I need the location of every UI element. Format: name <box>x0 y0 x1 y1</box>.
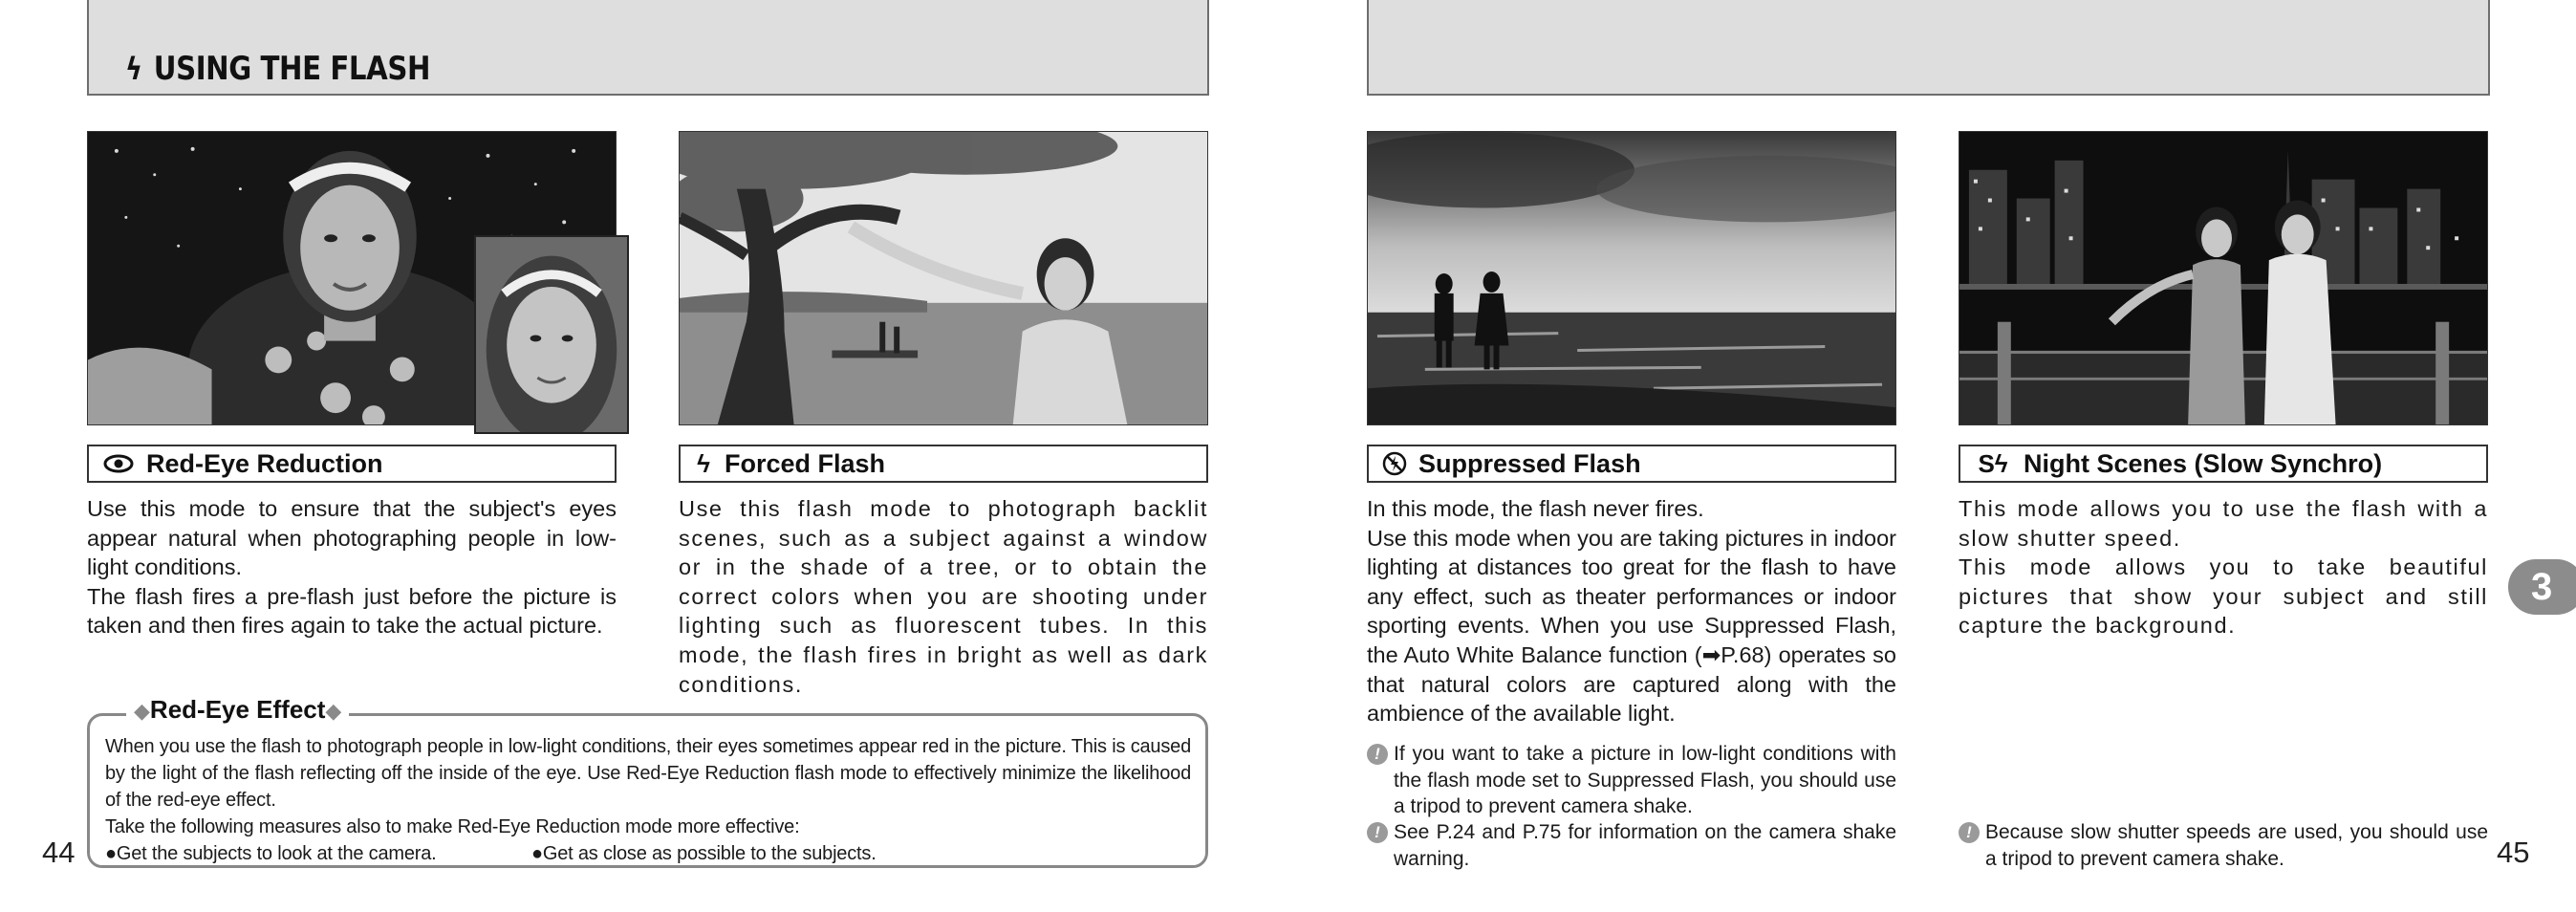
slow-sync-flash-icon: Sϟ <box>1978 448 2008 478</box>
diamond-icon: ◆ <box>134 699 150 723</box>
red-eye-description: Use this mode to ensure that the subject's eyes appear natural when photographing people in low-light conditions. The flash fires a pre-flash just before the picture is taken and then fires again to take the actual picture. <box>87 496 617 639</box>
suppressed-flash-note-1: ! If you want to take a picture in low-light conditions with the flash mode set to Suppressed Flash, you should use a tripod to prevent camera shake. <box>1367 741 1896 820</box>
forced-flash-description: Use this flash mode to photograph backlit scenes, such as a subject against a window or in the shade of a tree, or to obtain the correct colors when you are shooting under lighting such as fluorescent tubes. In this mode, the flash fires in bright as well as dark conditions. <box>679 496 1208 697</box>
photo-night-scene <box>1959 131 2488 425</box>
right-header-band <box>1367 0 2490 96</box>
red-eye-effect-box <box>87 695 1208 868</box>
red-eye-effect-text: When you use the flash to photograph people in low-light conditions, their eyes sometimes appear red in the picture. This is caused by the light of the flash reflecting off the inside of the eye. Use Red-Eye Reduction flash mode to effectively minimize the likelihood of the red-eye effect. Take the following measures also to make Red-Eye Reduction mode more effective: ●Get the subjects to look at the camera. ●Get as close as possible to the subjects. <box>105 733 1191 867</box>
bullet-icon: ● <box>105 843 117 864</box>
flash-bolt-icon: ϟ <box>697 448 710 478</box>
diamond-icon: ◆ <box>325 699 342 723</box>
red-eye-tips <box>105 840 1191 867</box>
photo-red-eye-inset <box>474 235 629 434</box>
caution-icon: ! <box>1959 822 1980 843</box>
night-scenes-note: ! Because slow shutter speeds are used, you should use a tripod to prevent camera shake. <box>1959 819 2488 872</box>
flash-bolt-icon: ϟ <box>125 51 142 87</box>
red-eye-effect-title: ◆Red-Eye Effect◆ <box>126 695 349 725</box>
caution-icon: ! <box>1367 744 1388 765</box>
mode-label-suppressed-flash: Suppressed Flash <box>1367 445 1896 483</box>
mode-label-forced-flash: ϟ Forced Flash <box>679 445 1208 483</box>
photo-forced-flash <box>679 131 1208 425</box>
list-item: ●Get as close as possible to the subjects. <box>531 840 877 867</box>
mode-label-red-eye: Red-Eye Reduction <box>87 445 617 483</box>
chapter-tab: 3 <box>2508 559 2576 615</box>
photo-suppressed-flash <box>1367 131 1896 425</box>
section-title: ϟ USING THE FLASH <box>125 50 430 88</box>
flash-off-icon <box>1380 451 1409 476</box>
suppressed-flash-description: In this mode, the flash never fires. Use this mode when you are taking pictures in indoor lighting at distances too great for the flash to have any effect, such as theater performances or indoor sporting events. When you use Suppressed Flash, the Auto White Balance function (➡P.68) operates so that natural colors are captured along with the ambience of the available light. <box>1367 496 1896 727</box>
caution-icon: ! <box>1367 822 1388 843</box>
page-number-left: 44 <box>42 836 76 869</box>
eye-icon <box>100 454 137 473</box>
suppressed-flash-note-2: ! See P.24 and P.75 for information on the camera shake warning. <box>1367 819 1896 872</box>
page-number-right: 45 <box>2497 836 2530 869</box>
mode-label-night-scenes: Sϟ Night Scenes (Slow Synchro) <box>1959 445 2488 483</box>
left-header-band <box>87 0 1209 96</box>
night-scenes-description: This mode allows you to use the flash with a slow shutter speed. This mode allows you to take beautiful pictures that show your subject and still capture the background. <box>1959 496 2488 639</box>
list-item: ●Get the subjects to look at the camera. <box>105 840 531 867</box>
bullet-icon: ● <box>531 843 543 864</box>
